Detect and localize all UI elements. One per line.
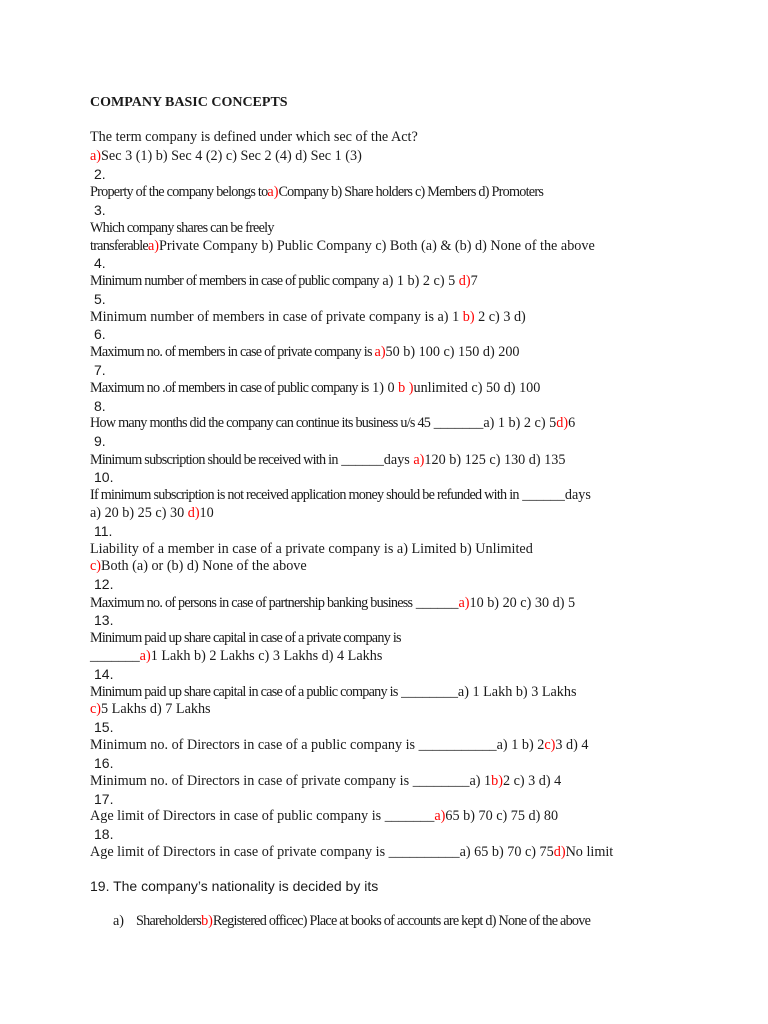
text-segment: 65 b) 70 c) 75 d) 80 xyxy=(445,808,559,824)
question-number: 16. xyxy=(94,755,114,771)
question-line xyxy=(90,308,526,326)
text-segment: Maximum no .of members in case of public company is xyxy=(90,380,369,396)
answer-marker: a) xyxy=(139,648,151,664)
answer-marker: c) xyxy=(544,737,556,753)
text-segment: Minimum subscription should be received with in xyxy=(90,452,338,468)
question-number: 10. xyxy=(94,469,114,485)
answer-marker: d) xyxy=(458,273,471,289)
text-segment: 50 b) 100 c) 150 d) 200 xyxy=(385,344,520,360)
question-line xyxy=(90,629,401,647)
text-segment: ______days xyxy=(337,452,414,468)
text-segment: How many months did the company can continue its business u/s 45 xyxy=(90,415,431,431)
answer-marker: c) xyxy=(90,701,102,717)
question-number: 17. xyxy=(94,791,114,807)
answer-marker: a) xyxy=(147,238,159,254)
text-segment: Shareholders xyxy=(136,913,202,929)
text-segment: 6 xyxy=(568,415,576,431)
text-segment: Company b) Share holders c) Members d) Promoters xyxy=(278,184,544,200)
answer-marker: b ) xyxy=(398,380,414,396)
text-segment: Minimum number of members in case of private company is a) 1 xyxy=(90,309,463,325)
question-line xyxy=(90,451,565,469)
text-segment: Maximum no. of members in case of private company is xyxy=(90,344,375,360)
text-segment: _______a) 1 b) 2 c) 5 xyxy=(430,415,557,431)
question-number: 8. xyxy=(94,398,106,414)
text-segment: 120 b) 125 c) 130 d) 135 xyxy=(424,452,566,468)
text-segment: 2 c) 3 d) xyxy=(474,309,526,325)
question-number: 4. xyxy=(94,255,106,271)
answer-marker: c) xyxy=(90,558,102,574)
question-line xyxy=(90,486,591,504)
question-line: 19. The company’s nationality is decided by its xyxy=(90,878,379,894)
question-number: 11. xyxy=(94,523,113,539)
question-number: 9. xyxy=(94,433,106,449)
answer-marker: b) xyxy=(201,913,213,929)
question-line xyxy=(90,128,418,146)
answer-marker: d) xyxy=(187,505,200,521)
text-segment: If minimum subscription is not received application money should be refunded with in xyxy=(90,487,519,503)
question-line xyxy=(90,237,595,255)
question-line xyxy=(90,683,577,701)
text-segment: a) 1 b) 2 c) 5 xyxy=(378,273,459,289)
document-title: COMPANY BASIC CONCEPTS xyxy=(90,95,288,110)
text-segment: ________a) 1 Lakh b) 3 Lakhs xyxy=(397,684,577,700)
text-segment: unlimited c) 50 d) 100 xyxy=(413,380,541,396)
question-line xyxy=(90,379,540,397)
text-segment: 5 Lakhs d) 7 Lakhs xyxy=(101,701,211,717)
text-segment: 3 d) 4 xyxy=(555,737,589,753)
text-segment: 1 Lakh b) 2 Lakhs c) 3 Lakhs d) 4 Lakhs xyxy=(150,648,383,664)
text-segment: Age limit of Directors in case of public company is _______ xyxy=(90,808,435,824)
question-number: 15. xyxy=(94,719,114,735)
question-number: 14. xyxy=(94,666,114,682)
answer-line xyxy=(90,700,211,718)
text-segment: c) Place at books of accounts are kept d) None of the above xyxy=(297,913,591,929)
answer-marker: a) xyxy=(374,344,386,360)
text-segment: Sec 3 (1) b) Sec 4 (2) c) Sec 2 (4) d) Sec 1 (3) xyxy=(101,148,362,164)
text-segment: Property of the company belongs to xyxy=(90,184,268,200)
text-segment: 1) 0 xyxy=(368,380,399,396)
answer-line xyxy=(90,647,382,665)
text-segment: ______ xyxy=(412,595,459,611)
text-segment: Minimum number of members in case of public company xyxy=(90,273,379,289)
text-segment: a) 20 b) 25 c) 30 xyxy=(90,505,188,521)
text-segment: transferable xyxy=(90,238,148,254)
text-segment: Age limit of Directors in case of private company is __________a) 65 b) 70 c) 75 xyxy=(90,844,554,860)
question-number: 18. xyxy=(94,826,114,842)
text-segment: ______days xyxy=(518,487,591,503)
answer-marker: b) xyxy=(491,773,503,789)
question-line xyxy=(90,807,558,825)
text-segment: Minimum no. of Directors in case of a public company is ___________a) 1 b) 2 xyxy=(90,737,545,753)
answer-marker: b) xyxy=(462,309,475,325)
question-line xyxy=(90,594,575,612)
question-line xyxy=(90,843,613,861)
question-line xyxy=(90,272,478,290)
text-segment: Registered office xyxy=(212,913,298,929)
text-segment: 10 xyxy=(199,505,214,521)
question-number: 6. xyxy=(94,326,106,342)
question-number: 7. xyxy=(94,362,106,378)
text-segment: The term company is defined under which sec of the Act? xyxy=(90,129,418,145)
text-segment: Minimum no. of Directors in case of private company is ________a) 1 xyxy=(90,773,492,789)
text-segment: No limit xyxy=(565,844,614,860)
answer-marker: a) xyxy=(90,148,102,164)
text-segment: Both (a) or (b) d) None of the above xyxy=(101,558,307,574)
answer-marker: d) xyxy=(556,415,569,431)
text-segment: Minimum paid up share capital in case of a private company is xyxy=(90,630,401,646)
answer-marker: a) xyxy=(458,595,470,611)
text-segment: Maximum no. of persons in case of partnership banking business xyxy=(90,595,413,611)
question-line xyxy=(90,219,274,237)
question-line xyxy=(90,183,543,201)
answer-line xyxy=(90,147,362,165)
text-segment: Minimum paid up share capital in case of a public company is xyxy=(90,684,398,700)
question-number: 2. xyxy=(94,166,106,182)
answer-marker: a) xyxy=(434,808,446,824)
answer-line xyxy=(90,557,307,575)
question-line xyxy=(90,414,575,432)
text-segment: 2 c) 3 d) 4 xyxy=(502,773,562,789)
question-line xyxy=(90,772,561,790)
option-marker: a) xyxy=(113,913,125,929)
answer-marker: d) xyxy=(553,844,566,860)
text-segment: Liability of a member in case of a private company is a) Limited b) Unlimited xyxy=(90,541,533,557)
question-number: 3. xyxy=(94,202,106,218)
question-number: 5. xyxy=(94,291,106,307)
question-line xyxy=(90,736,588,754)
text-segment: Which company shares can be freely xyxy=(90,220,274,236)
text-segment: 7 xyxy=(470,273,478,289)
text-segment: _______ xyxy=(90,648,140,664)
answer-marker: a) xyxy=(267,184,279,200)
question-line xyxy=(90,540,533,558)
question-number: 13. xyxy=(94,612,114,628)
answer-line xyxy=(90,504,214,522)
answer-line xyxy=(136,912,590,930)
answer-marker: a) xyxy=(413,452,425,468)
question-line xyxy=(90,343,520,361)
question-number: 12. xyxy=(94,576,114,592)
text-segment: 10 b) 20 c) 30 d) 5 xyxy=(469,595,576,611)
text-segment: Private Company b) Public Company c) Both (a) & (b) d) None of the above xyxy=(159,238,595,254)
